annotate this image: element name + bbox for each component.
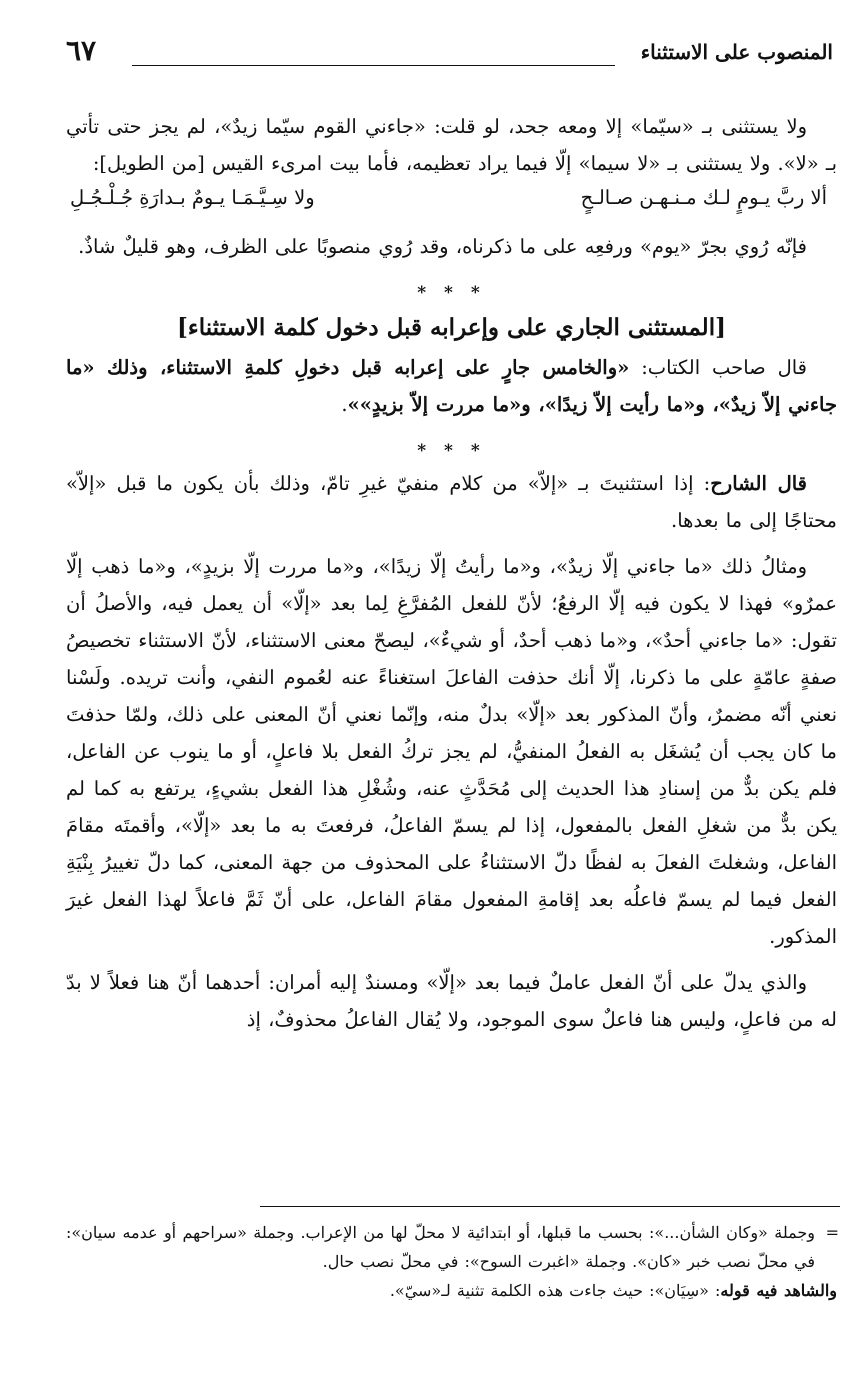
page-number: ٦٧	[66, 34, 97, 67]
footnotes	[66, 1218, 837, 1305]
footnote-line-2	[66, 1276, 837, 1305]
footnote-continuation-marker: =	[825, 1223, 839, 1242]
footnote-line-1: وجملة «وكان الشأن...»: بحسب ما قبلها، أو ابتدائية لا محلّ لها من الإعراب. وجملة «سراحهم أو عدمه سيان»: في محلّ نصب خبر «كان». وجملة «اغبرت السوح»: في محلّ نصب حال.	[66, 1223, 815, 1271]
footnote-rule	[260, 1206, 840, 1207]
paragraph-two-matters: والذي يدلّ على أنّ الفعل عاملٌ فيما بعد «إلّا» ومسندٌ إليه أمران: أحدهما أنّ هنا فعلاً لا بدّ له من فاعلٍ، وليس هنا فاعلٌ سوى الموجود، ولا يُقال الفاعلُ محذوفٌ، إذ	[66, 971, 837, 1031]
verse-second-hemistich: ولا سِـيَّـمَـا يـومٌ بـدارَةِ جُـلْـجُـلِ	[70, 186, 315, 209]
commentary-label: قال الشارح	[710, 472, 807, 495]
paragraph-examples: ومثالُ ذلك «ما جاءني إلّا زيدٌ»، و«ما رأيتُ إلّا زيدًا»، و«ما مررت إلّا بزيدٍ»، و«ما ذهب إلّا عمرٌو» فهذا لا يكون فيه إلّا الرفعُ؛ لأنّ للفعل المُفرَّغِ لِما بعد «إلّا» أن يعمل فيه، والأصلُ أن تقول: «ما جاءني أحدٌ»، و«ما ذهب أحدٌ، أو شيءٌ»، ليصحّ معنى الاستثناء، لأنّ الاستثناء تخصيصُ صفةٍ عامّةٍ على ما ذكرنا، إلّا أنك حذفت الفاعلَ استغناءً عنه لعُموم النفي، وأنت تريده. ولَسْنا نعني أنّه مضمرٌ، وأنّ المذكور بعد «إلّا» بدلٌ منه، وإنّما نعني أنّ المعنى على ذلك، ولمّا حذفتَ ما كان يجب أن يُشغَل به الفعلُ المنفيُّ، لم يجز تركُ الفعل بلا فاعلٍ، أو ما ينوب عن الفاعل، فلم يكن بدٌّ من إسنادِ هذا الحديث إلى مُحَدَّثٍ عنه، وشُغْلِ هذا الفعل بشيءٍ، يرتفع به كما لم يكن بدٌّ من شغلِ الفعل بالمفعول، إذا لم يسمّ الفاعلُ، فرفعتَ به ما بعد «إلّا»، وأقمتَه مقامَ الفاعل، وشغلتَ الفعلَ به لفظًا دلّ الاستثناءُ على المحذوف من جهة المعنى، كما دلّ تغييرُ بِنْيَةِ الفعل فيما لم يسمّ فاعلُه بعد إقامةِ المفعول مقامَ الفاعل، على أنّ ثَمَّ فاعلاً لهذا الفعل غيرَ المذكور.	[66, 555, 837, 948]
poetry-verse	[66, 182, 837, 228]
author-quote	[66, 349, 837, 423]
running-title: المنصوب على الاستثناء	[640, 40, 833, 64]
main-text	[66, 108, 837, 1038]
verse-first-hemistich: ألا ربَّ يـومٍ لـك مـنـهـن صـالـحٍ	[580, 186, 827, 209]
section-separator: * * *	[417, 283, 486, 303]
footnote-text: : «سِيَان»: حيث جاءت هذه الكلمة تثنية لـ«سيّ».	[389, 1281, 721, 1300]
paragraph-verse-note: فإنّه رُوي بجرّ «يوم» ورفعِه على ما ذكرناه، وقد رُوي منصوبًا على الظرف، وهو قليلٌ شاذٌ.	[78, 235, 807, 258]
section-separator-2: * * *	[417, 441, 486, 461]
commentary-text: : إذا استثنيتَ بـ «إلاّ» من كلام منفيّ غيرِ تامّ، وذلك بأن يكون ما قبل «إلاّ» محتاجًا إلى ما بعدها.	[66, 472, 837, 532]
header-rule	[132, 65, 615, 66]
paragraph-sayyama: ولا يستثنى بـ «سيّما» إلا ومعه جحد، لو قلت: «جاءني القوم سيّما زيدٌ»، لم يجز حتى تأتي بـ «لا». ولا يستثنى بـ «لا سيما» إلّا فيما يراد تعظيمه، فأما بيت امرىء القيس [من الطويل]:	[66, 115, 837, 175]
running-header	[66, 34, 833, 78]
author-quote-bold: «والخامس جارٍ على إعرابه قبل دخولِ كلمةِ الاستثناء، وذلك «ما جاءني إلاّ زيدٌ»، و«ما رأيت إلاّ زيدًا»، و«ما مررت إلاّ بزيدٍ»»	[66, 356, 837, 416]
author-quote-intro: قال صاحب الكتاب:	[629, 356, 808, 379]
footnote-label: والشاهد فيه قوله	[720, 1281, 837, 1300]
commentary-intro	[66, 465, 837, 539]
author-quote-end: .	[341, 393, 348, 416]
section-heading: [المستثنى الجاري على وإعرابه قبل دخول كلمة الاستثناء]	[177, 314, 726, 341]
